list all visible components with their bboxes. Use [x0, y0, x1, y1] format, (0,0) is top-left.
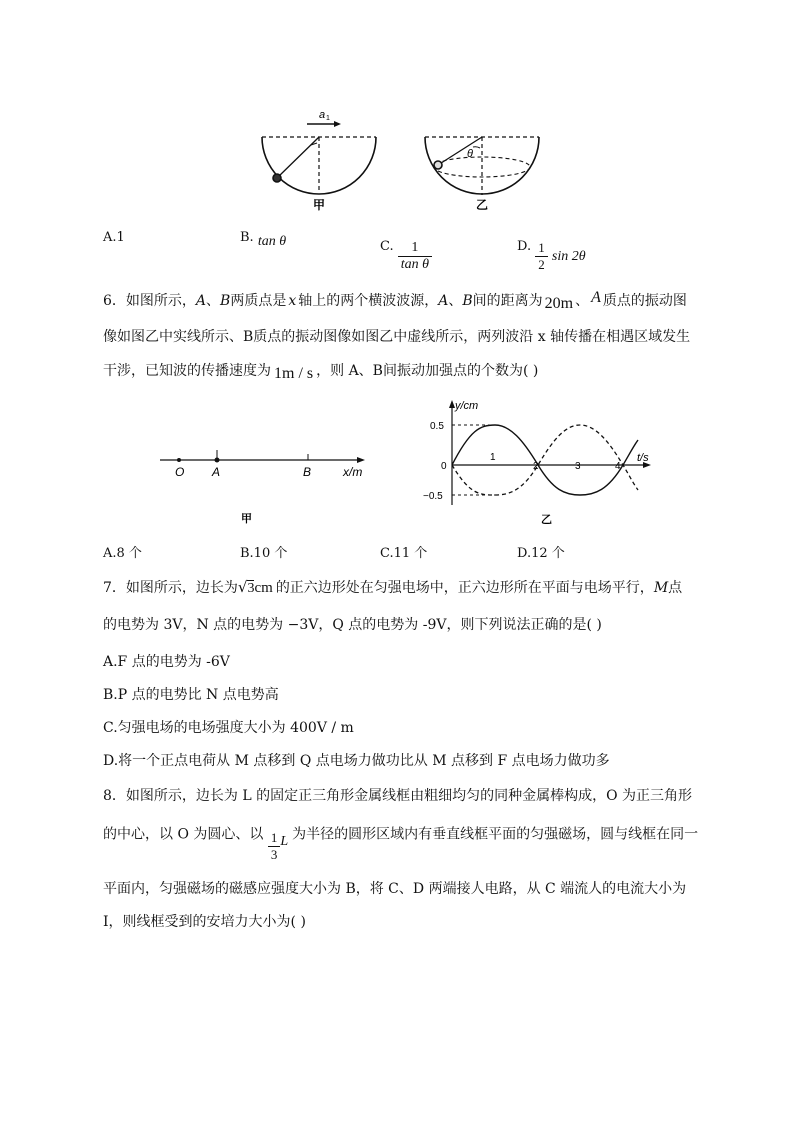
q6-var-a: A [438, 293, 449, 309]
accel-label: a [319, 109, 326, 121]
q7-sqrt-value: 3 [247, 581, 255, 596]
q6-option-c: C.11 个 [380, 546, 428, 561]
q6-option-d: D.12 个 [517, 546, 565, 561]
y-tick-zero: 0 [441, 461, 447, 472]
q8-var-l: L [280, 833, 289, 849]
q7-option-d: D.将一个正点电荷从 M 点移到 Q 点电场力做功比从 M 点移到 F 点电场力做功多 [103, 753, 610, 769]
label-o: O [175, 465, 185, 479]
bowl-right-caption: 乙 [476, 198, 489, 212]
t-axis-label: t/s [637, 452, 649, 464]
q6-line-3 [103, 360, 538, 380]
q6-text: 、 [448, 293, 463, 309]
accel-sub: 1 [326, 115, 330, 122]
bowl-left-caption: 甲 [313, 198, 326, 212]
q6-text: 轴上的两个横波波源， [298, 293, 439, 309]
q8-line-1: 8．如图所示，边长为 L 的固定正三角形金属线框由粗细均匀的同种金属棒构成，O 为正三角形 [103, 788, 693, 804]
angle-label: θ [467, 148, 473, 160]
q7-option-a: A.F 点的电势为 -6V [103, 654, 230, 670]
q6-var-a: A [195, 293, 207, 309]
sqrt-symbol: √ [237, 578, 248, 596]
q5-option-c-num: 1 [398, 240, 432, 257]
q6-vibration-graph [415, 395, 660, 530]
q6-text: 、 [575, 293, 590, 309]
q5-option-c-den: tan θ [400, 257, 430, 272]
q6-text: 干涉，已知波的传播速度为 [103, 363, 271, 379]
q7-option-b: B.P 点的电势比 N 点电势高 [103, 687, 279, 703]
q6-option-b: B.10 个 [240, 546, 288, 561]
q6-option-a: A.8 个 [103, 546, 142, 561]
q7-text: 点 [668, 580, 683, 596]
q5-option-b-expr: tan θ [257, 234, 287, 249]
y-tick-min: −0.5 [423, 491, 443, 502]
q6-text: 6．如图所示， [103, 293, 196, 309]
wave-a-solid [452, 425, 638, 495]
q6-text: ，则 A、B间振动加强点的个数为( ) [316, 363, 539, 379]
q6-var-b: B [462, 293, 473, 309]
q7-line-2: 的电势为 3V，N 点的电势为 −3V，Q 点的电势为 -9V，则下列说法正确的是( ) [103, 617, 602, 633]
q8-text: 的中心，以 O 为圆心、以 [103, 826, 264, 843]
q6-var-b: B [220, 293, 231, 309]
q8-frac-den: 3 [270, 847, 278, 862]
x-axis-arrow-icon [357, 457, 365, 463]
q6-distance: 20m [544, 295, 574, 312]
q7-var-m: M [653, 580, 669, 596]
q5-option-c-prefix: C. [380, 239, 394, 254]
q6-var-x: x [288, 293, 297, 309]
q5-option-c [380, 230, 432, 272]
q6-text: 、 [206, 293, 221, 309]
x-axis-label: x/m [343, 465, 363, 479]
q6-text: 两质点是 [230, 293, 287, 309]
y-axis-label: y/cm [455, 400, 479, 412]
q6-var-a: A [591, 289, 601, 306]
q7-line-1 [103, 577, 682, 597]
label-b: B [303, 465, 312, 479]
q6-line-2: 像如图乙中实线所示、B质点的振动图像如图乙中虚线所示，两列波沿 x 轴传播在相遇区域发生 [103, 329, 691, 345]
q8-fraction [268, 830, 281, 863]
q7-text: 的正六边形处在匀强电场中，正六边形所在平面与电场平行， [275, 580, 654, 596]
acceleration-arrow [307, 121, 341, 127]
q5-option-b-prefix: B. [240, 230, 254, 245]
q5-option-d-expr: sin 2θ [551, 249, 586, 264]
q8-frac-num: 1 [268, 830, 281, 847]
q5-option-a: A.1 [103, 230, 125, 245]
q5-option-d-prefix: D. [517, 239, 532, 254]
caption-left: 甲 [241, 513, 252, 525]
q5-option-b [240, 230, 287, 249]
q8-line-4: I，则线框受到的安培力大小为( ) [103, 914, 306, 930]
bowl-left [262, 137, 376, 194]
q8-line-2 [103, 818, 699, 862]
caption-right: 乙 [541, 514, 552, 526]
q6-line-1 [103, 290, 687, 310]
q6-text: 间的距离为 [472, 293, 543, 309]
label-a: A [212, 465, 221, 479]
q5-option-d-num: 1 [535, 240, 548, 257]
bowl-figure [255, 105, 545, 215]
q7-option-c: C.匀强电场的电场强度大小为 400V / m [103, 720, 354, 736]
q5-option-d-fraction [535, 240, 548, 273]
point-o [177, 458, 181, 462]
q8-text: 为半径的圆形区域内有垂直线框平面的匀强磁场，圆与线框在同一 [292, 826, 699, 843]
q6-speed: 1m / s [274, 365, 314, 382]
y-tick-max: 0.5 [430, 421, 444, 432]
q6-axis-figure [155, 440, 380, 530]
q5-option-c-fraction [398, 240, 432, 273]
q7-unit: cm [254, 580, 273, 596]
q8-line-3: 平面内，匀强磁场的磁感应强度大小为 B，将 C、D 两端接人电路，从 C 端流人的电流大小为 [103, 881, 687, 897]
t-tick-1: 1 [490, 452, 496, 463]
wave-b-dashed [452, 425, 638, 495]
t-tick-3: 3 [575, 461, 581, 472]
t-tick-2: 2 [533, 461, 539, 472]
q6-text: 质点的振动图 [602, 293, 687, 309]
t-tick-4: 4 [615, 461, 621, 472]
bowl-right [425, 137, 539, 195]
q5-option-d-den: 2 [538, 257, 545, 272]
q7-text: 7．如图所示，边长为 [103, 580, 238, 596]
q5-option-d [517, 230, 586, 272]
